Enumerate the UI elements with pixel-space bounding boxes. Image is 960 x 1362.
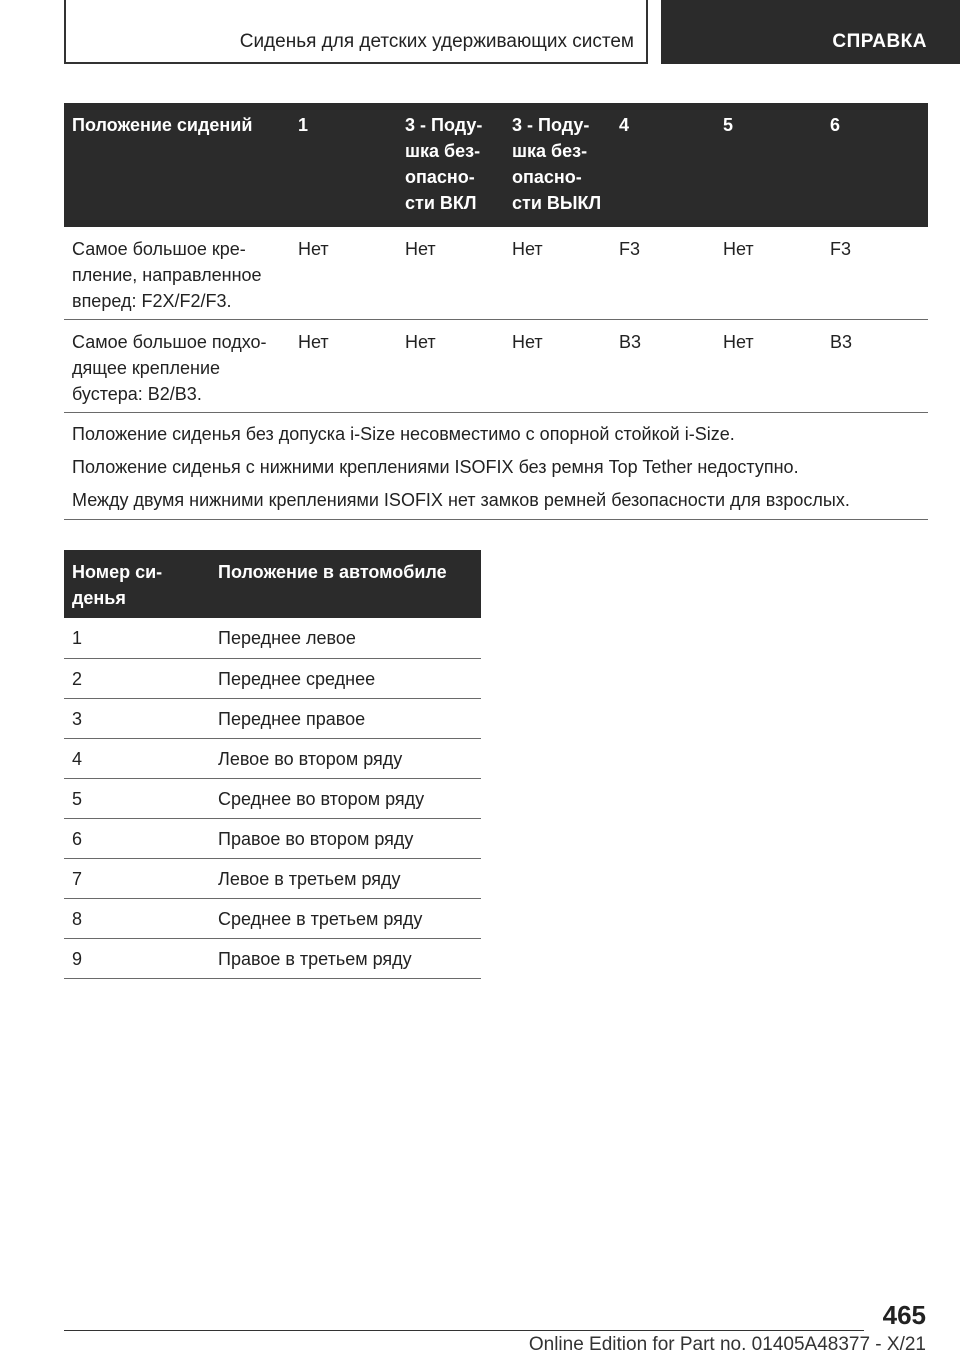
note-text: Между двумя нижними креплениями ISOFIX нет замков ремней безопасности для взрослых. (72, 490, 850, 510)
column-header: Положение в автомобиле (210, 550, 481, 618)
table-cell: B3 (822, 320, 928, 413)
table-cell: Переднее среднее (210, 658, 481, 698)
table-cell: Нет (504, 227, 611, 320)
chapter-tab-label: СПРАВКА (832, 31, 927, 52)
column-header: 3 - Поду-шка без-опасно-сти ВКЛ (397, 103, 504, 227)
table-cell: 6 (64, 818, 210, 858)
table-header-row (64, 103, 928, 227)
column-header: Положение сидений (64, 103, 290, 227)
table-cell: Среднее во втором ряду (210, 778, 481, 818)
column-header: 5 (715, 103, 822, 227)
column-header: 6 (822, 103, 928, 227)
table-header-row (64, 550, 481, 618)
table-cell: 4 (64, 738, 210, 778)
section-title: Сиденья для детских удерживающих систем (239, 31, 634, 52)
table-row (64, 778, 481, 818)
note-text: Положение сиденья с нижними креплениями ISOFIX без ремня Top Tether недоступно. (72, 457, 799, 477)
table-cell: Самое большое кре-пление, направленное вперед: F2X/F2/F3. (64, 227, 290, 320)
note-text: Положение сиденья без допуска i-Size несовместимо с опорной стойкой i-Size. (72, 424, 735, 444)
table-cell: 8 (64, 898, 210, 938)
table-row (64, 898, 481, 938)
table-row (64, 658, 481, 698)
table-cell: Правое в третьем ряду (210, 938, 481, 978)
table-cell: Нет (290, 227, 397, 320)
table-row (64, 818, 481, 858)
table-cell: Нет (397, 320, 504, 413)
table-notes (64, 413, 928, 520)
page-number: 465 (882, 1300, 926, 1330)
table-cell: Среднее в третьем ряду (210, 898, 481, 938)
column-header: 4 (611, 103, 715, 227)
table-cell: Переднее правое (210, 698, 481, 738)
table-cell: Нет (504, 320, 611, 413)
table-cell: 5 (64, 778, 210, 818)
column-header: 1 (290, 103, 397, 227)
table-cell: 7 (64, 858, 210, 898)
notes-row (64, 413, 928, 520)
column-header: 3 - Поду-шка без-опасно-сти ВЫКЛ (504, 103, 611, 227)
table-cell: 3 (64, 698, 210, 738)
table-cell: Самое большое подхо-дящее крепление бустера: B2/B3. (64, 320, 290, 413)
table-row (64, 858, 481, 898)
table-row (64, 698, 481, 738)
table-row (64, 938, 481, 978)
table-cell: Левое во втором ряду (210, 738, 481, 778)
table-row (64, 320, 928, 413)
table-cell: 9 (64, 938, 210, 978)
table-cell: Переднее левое (210, 618, 481, 658)
table-row (64, 738, 481, 778)
table-cell: 2 (64, 658, 210, 698)
footer-divider (64, 1330, 864, 1331)
table-row (64, 227, 928, 320)
column-header: Номер си-денья (64, 550, 210, 618)
table-cell: F3 (611, 227, 715, 320)
table-row (64, 618, 481, 658)
section-header (64, 0, 648, 64)
table-cell: B3 (611, 320, 715, 413)
edition-footer: Online Edition for Part no. 01405A48377 - X/21 (528, 1334, 926, 1355)
table-cell: Нет (290, 320, 397, 413)
table-cell: Нет (397, 227, 504, 320)
table-cell: Нет (715, 320, 822, 413)
table-cell: Нет (715, 227, 822, 320)
table-cell: Левое в третьем ряду (210, 858, 481, 898)
table-cell: Правое во втором ряду (210, 818, 481, 858)
chapter-tab[interactable] (661, 0, 960, 64)
seat-position-table (64, 550, 481, 979)
table-cell: F3 (822, 227, 928, 320)
seat-compatibility-table (64, 103, 928, 520)
table-cell: 1 (64, 618, 210, 658)
